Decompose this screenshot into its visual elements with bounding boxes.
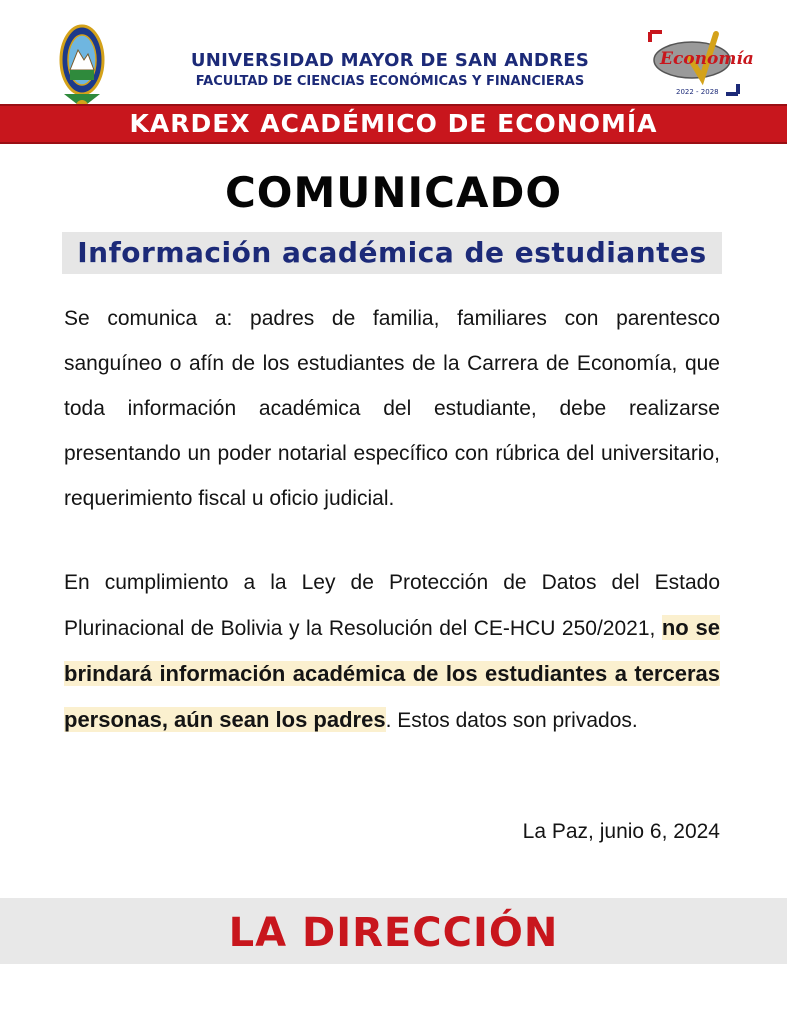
logo-years: 2022 - 2028 — [676, 88, 719, 96]
paragraph-2-end: . Estos datos son privados. — [385, 709, 638, 732]
paragraph-2-start: En cumplimiento a la Ley de Protección de Datos del Estado Plurinacional de Bolivia y la Resolución del CE-HCU 250/2021, — [64, 571, 720, 640]
page-header — [0, 0, 787, 104]
university-name: UNIVERSIDAD MAYOR DE SAN ANDRES — [190, 50, 590, 71]
subtitle-text: Información académica de estudiantes — [77, 236, 707, 269]
subtitle-box — [62, 232, 722, 274]
highlighted-notice: no se brindará información académica de los estudiantes a terceras personas, aún sean los padres — [64, 615, 720, 732]
logo-word: Economía — [660, 49, 754, 69]
signature-text: LA DIRECCIÓN — [228, 910, 559, 956]
footer-signature-bar — [0, 898, 787, 964]
paragraph-1: Se comunica a: padres de familia, familiares con parentesco sanguíneo o afín de los estudiantes de la Carrera de Economía, que toda información académica del estudiante, debe realizarse presentando un poder notarial específico con rúbrica del universitario, requerimiento fiscal u oficio judicial. — [64, 307, 720, 510]
page-title: COMUNICADO — [224, 168, 563, 217]
date-line: La Paz, junio 6, 2024 — [522, 820, 720, 843]
kardex-banner-text: KARDEX ACADÉMICO DE ECONOMÍA — [129, 109, 658, 138]
paragraph-2 — [64, 560, 720, 743]
kardex-banner — [0, 104, 787, 144]
economia-logo-icon — [646, 28, 754, 98]
faculty-name: FACULTAD DE CIENCIAS ECONÓMICAS Y FINANCIERAS — [195, 74, 585, 89]
